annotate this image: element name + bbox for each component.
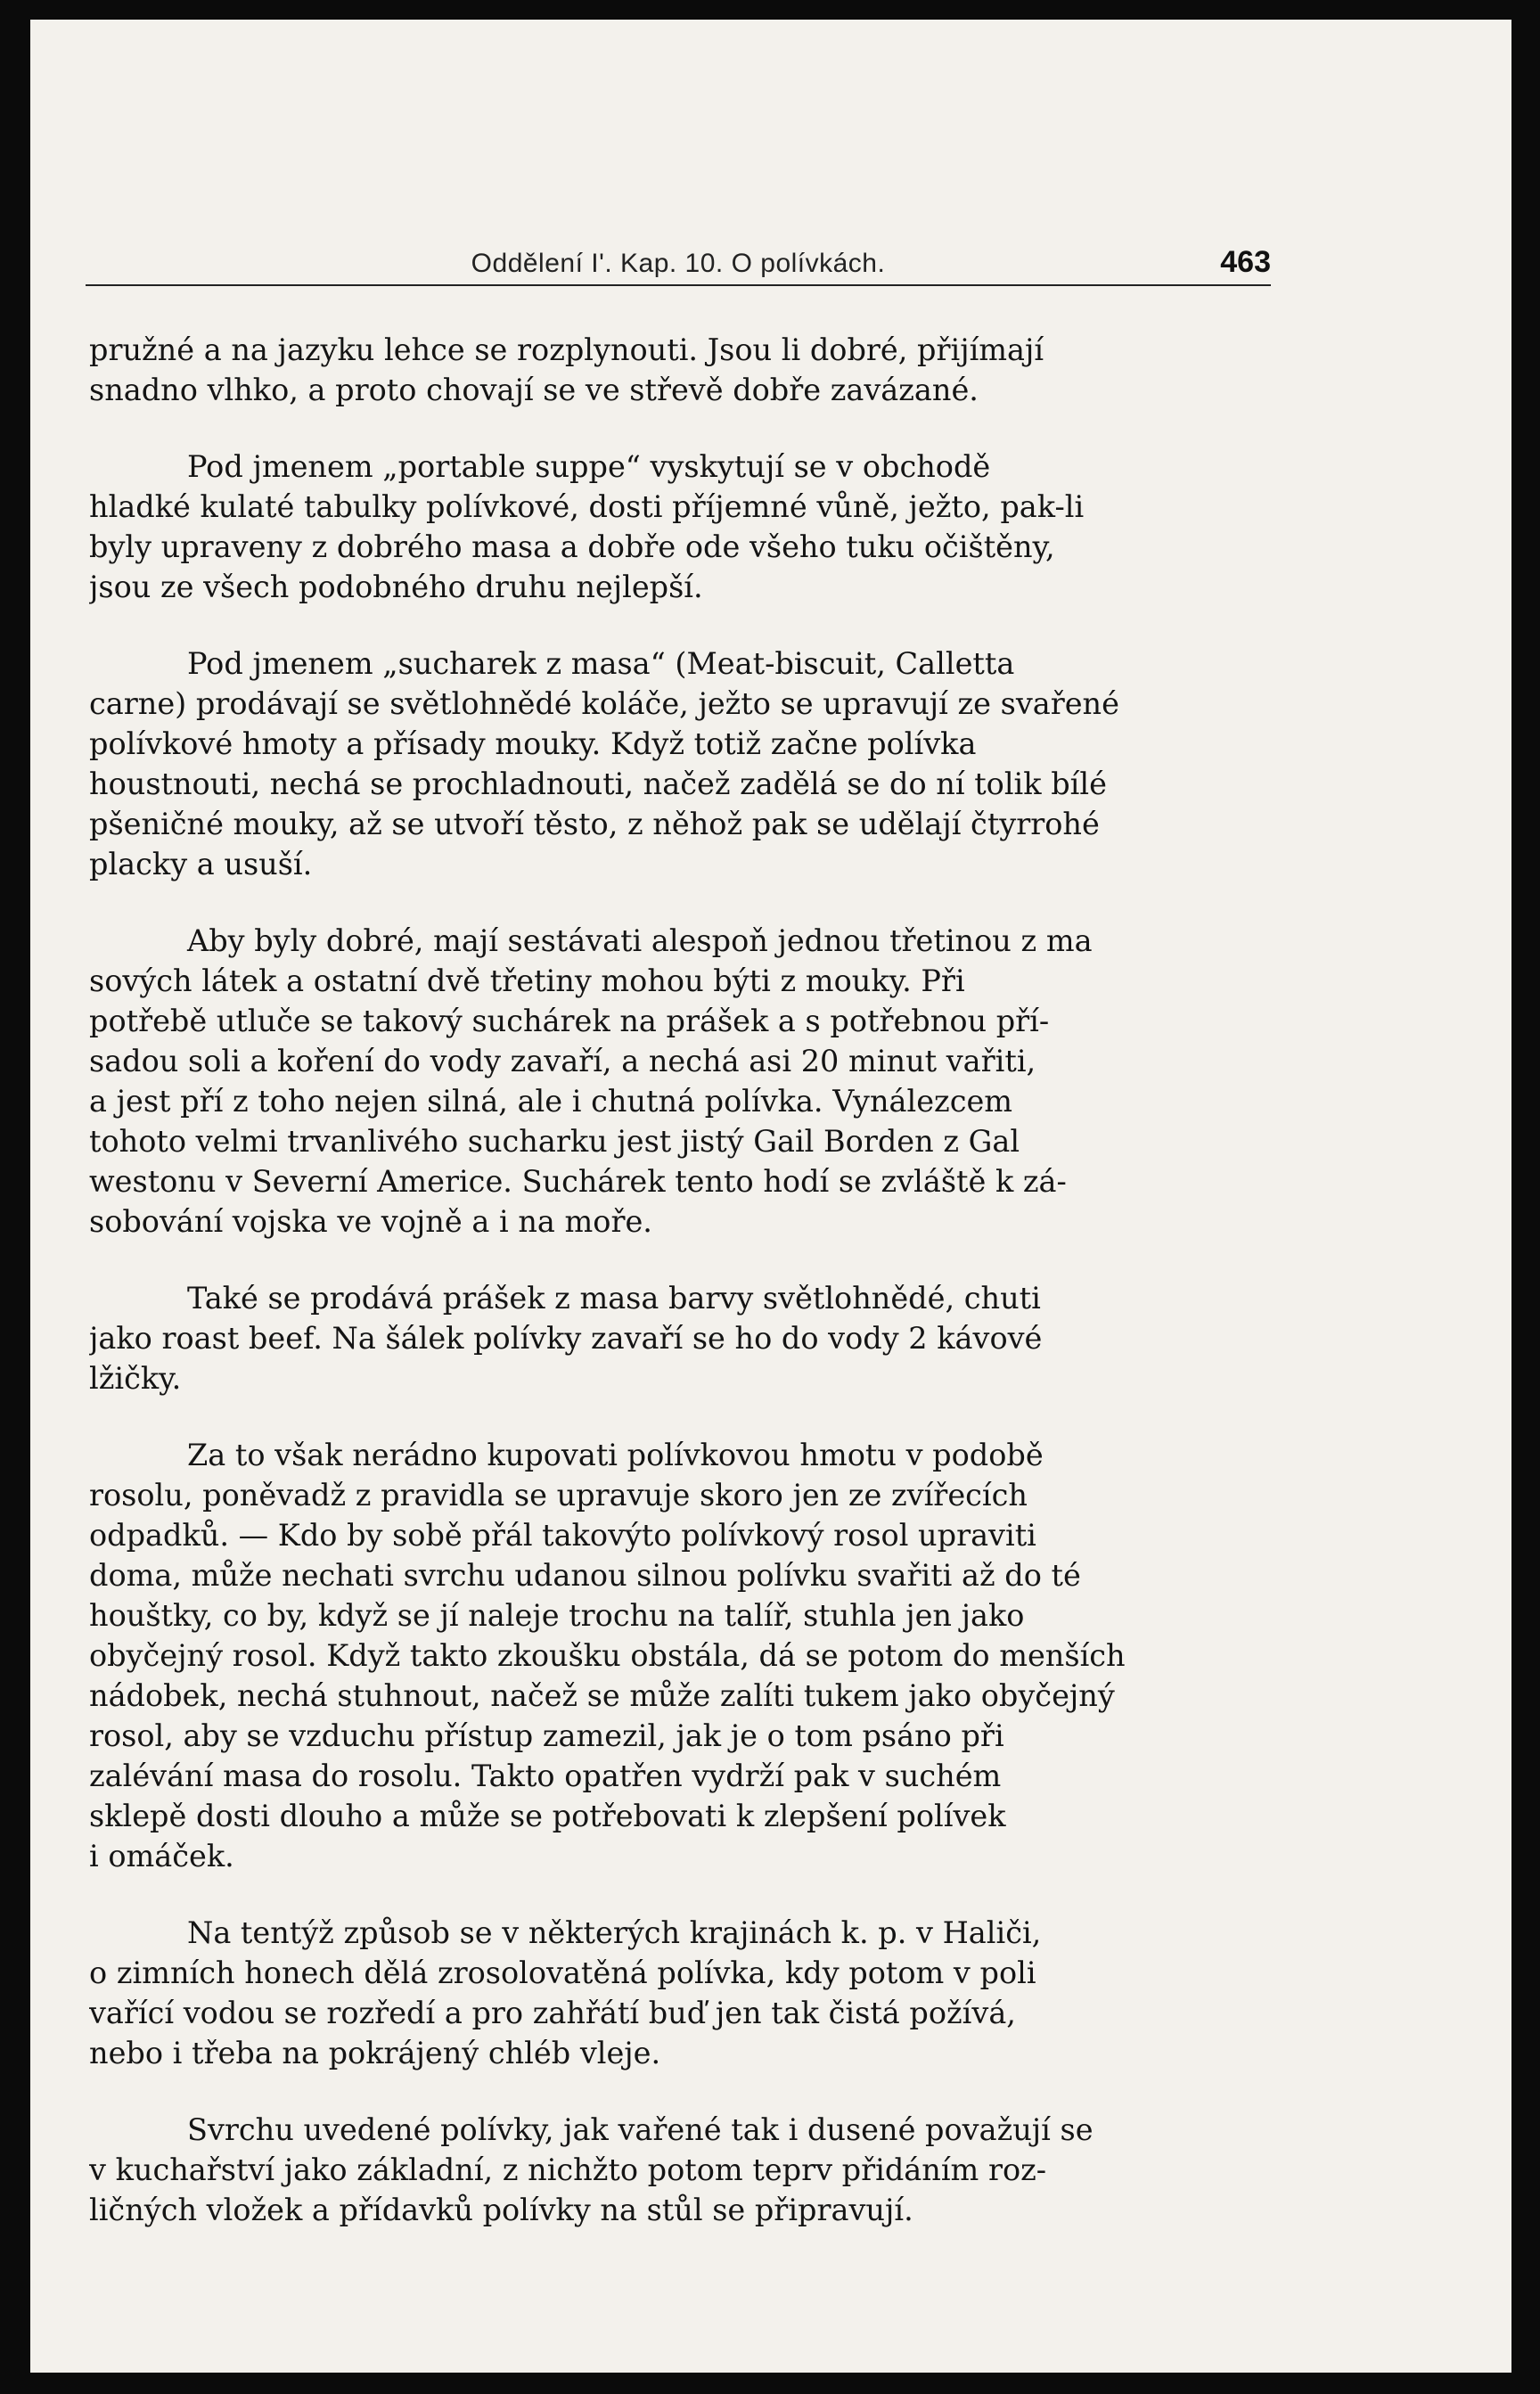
- text-line: pružné a na jazyku lehce se rozplynouti. Jsou li dobré, přijímají: [89, 332, 1044, 367]
- text-line: ličných vložek a přídavků polívky na stůl se připravují.: [89, 2193, 913, 2227]
- text-line: Pod jmenem „sucharek z masa“ (Meat-biscuit, Calletta: [187, 646, 1015, 681]
- paragraph-rosol: [89, 1435, 1271, 1876]
- text-line: Za to však nerádno kupovati polívkovou hmotu v podobě: [187, 1438, 1044, 1472]
- paragraph-svrchu: [89, 2110, 1271, 2230]
- body-text: [89, 330, 1271, 2267]
- text-line: polívkové hmoty a přísady mouky. Když totiž začne polívka: [89, 726, 977, 761]
- text-line: obyčejný rosol. Když takto zkoušku obstála, dá se potom do menších: [89, 1638, 1126, 1673]
- text-line: houstnouti, nechá se prochladnouti, načež zadělá se do ní tolik bílé: [89, 767, 1107, 801]
- running-head: Oddělení I'. Kap. 10. O polívkách.: [471, 249, 886, 278]
- text-line: lžičky.: [89, 1361, 182, 1396]
- text-line: odpadků. — Kdo by sobě přál takovýto polívkový rosol upraviti: [89, 1518, 1036, 1553]
- text-line: i omáček.: [89, 1839, 234, 1873]
- text-line: vařící vodou se rozředí a pro zahřátí buď jen tak čistá požívá,: [89, 1996, 1016, 2030]
- text-line: jsou ze všech podobného druhu nejlepší.: [89, 570, 703, 604]
- text-line: Na tentýž způsob se v některých krajinách k. p. v Haliči,: [187, 1915, 1042, 1950]
- text-line: nebo i třeba na pokrájený chléb vleje.: [89, 2036, 661, 2070]
- text-line: sových látek a ostatní dvě třetiny mohou býti z mouky. Při: [89, 963, 965, 998]
- text-line: hladké kulaté tabulky polívkové, dosti příjemné vůně, ježto, pak-li: [89, 489, 1085, 524]
- page-header: [86, 227, 1271, 286]
- text-line: pšeničné mouky, až se utvoří těsto, z něhož pak se udělají čtyrrohé: [89, 807, 1100, 841]
- paragraph-aby-byly: [89, 921, 1271, 1242]
- text-line: Pod jmenem „portable suppe“ vyskytují se v obchodě: [187, 449, 991, 484]
- text-line: nádobek, nechá stuhnout, načež se může zalíti tukem jako obyčejný: [89, 1678, 1115, 1713]
- text-line: zalévání masa do rosolu. Takto opatřen vydrží pak v suchém: [89, 1759, 1002, 1793]
- text-line: jako roast beef. Na šálek polívky zavaří se ho do vody 2 kávové: [89, 1321, 1043, 1356]
- text-line: sklepě dosti dlouho a může se potřebovati k zlepšení polívek: [89, 1799, 1006, 1833]
- text-line: Také se prodává prášek z masa barvy světlohnědé, chuti: [187, 1281, 1041, 1316]
- text-line: v kuchařství jako základní, z nichžto potom teprv přidáním roz-: [89, 2152, 1047, 2187]
- text-line: Aby byly dobré, mají sestávati alespoň jednou třetinou z ma: [187, 923, 1093, 958]
- text-line: placky a usuší.: [89, 847, 313, 881]
- text-line: o zimních honech dělá zrosolovatěná polívka, kdy potom v poli: [89, 1955, 1036, 1990]
- text-line: Svrchu uvedené polívky, jak vařené tak i dusené považují se: [187, 2112, 1094, 2147]
- text-line: sobování vojska ve vojně a i na moře.: [89, 1204, 652, 1239]
- text-line: rosol, aby se vzduchu přístup zamezil, jak je o tom psáno při: [89, 1718, 1004, 1753]
- paragraph-prasek: [89, 1278, 1271, 1398]
- text-line: snadno vlhko, a proto chovají se ve střevě dobře zavázané.: [89, 373, 979, 407]
- paragraph-halic: [89, 1913, 1271, 2073]
- paragraph-1: [89, 330, 1271, 410]
- paragraph-portable-suppe: [89, 447, 1271, 607]
- text-line: rosolu, poněvadž z pravidla se upravuje skoro jen ze zvířecích: [89, 1478, 1028, 1513]
- text-line: byly upraveny z dobrého masa a dobře ode všeho tuku očištěny,: [89, 529, 1055, 564]
- text-line: sadou soli a koření do vody zavaří, a nechá asi 20 minut vařiti,: [89, 1044, 1036, 1078]
- page-number: 463: [1220, 245, 1271, 279]
- text-line: potřebě utluče se takový suchárek na prášek a s potřebnou pří-: [89, 1004, 1050, 1038]
- text-line: a jest pří z toho nejen silná, ale i chutná polívka. Vynálezcem: [89, 1084, 1013, 1119]
- text-line: houštky, co by, když se jí naleje trochu na talíř, stuhla jen jako: [89, 1598, 1025, 1633]
- text-line: doma, může nechati svrchu udanou silnou polívku svařiti až do té: [89, 1558, 1081, 1593]
- text-line: westonu v Severní Americe. Suchárek tento hodí se zvláště k zá-: [89, 1164, 1067, 1199]
- text-line: tohoto velmi trvanlivého sucharku jest jistý Gail Borden z Gal: [89, 1124, 1020, 1159]
- text-line: carne) prodávají se světlohnědé koláče, ježto se upravují ze svařené: [89, 686, 1119, 721]
- paragraph-sucharek: [89, 644, 1271, 884]
